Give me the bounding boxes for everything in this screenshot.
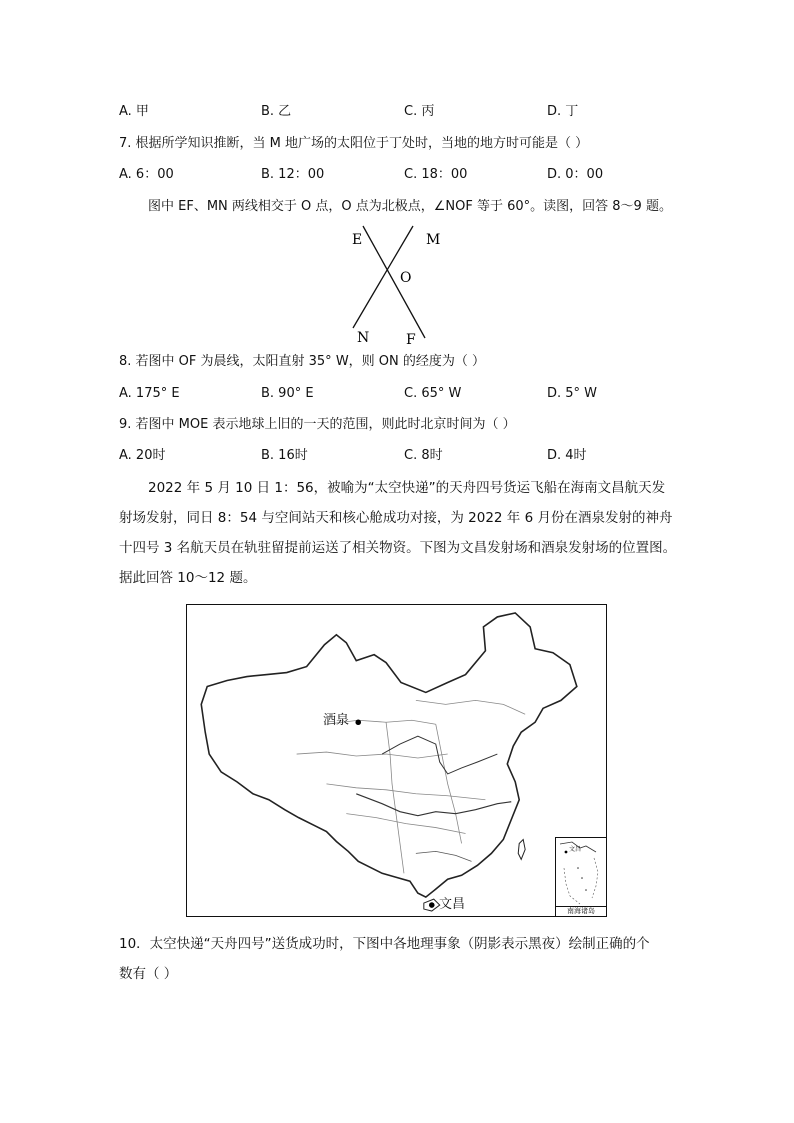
q8-option-c: C. 65° W [404,386,462,401]
intro-10-12-line3: 十四号 3 名航天员在轨驻留提前运送了相关物资。下图为文昌发射场和酒泉发射场的位置图。 [119,540,677,556]
inset-label: 南海诸岛 [556,906,606,915]
south-china-sea-inset [555,837,606,916]
label-n: N [357,330,370,346]
jiuquan-dot [355,719,361,725]
intro-10-12-line4: 据此回答 10～12 题。 [119,570,257,586]
intro-10-12-line1: 2022 年 5 月 10 日 1：56，被喻为“太空快递”的天舟四号货运飞船在海南文昌航天发 [148,480,666,496]
city-jiuquan-label: 酒泉 [323,713,350,728]
question-9: 9. 若图中 MOE 表示地球上旧的一天的范围，则此时北京时间为（ ） [119,417,516,432]
label-m: M [426,232,440,248]
wenchang-dot [429,902,435,908]
q8-option-d: D. 5° W [547,386,598,401]
china-map [186,604,607,917]
q6-option-c: C. 丙 [404,104,435,119]
intro-10-12-line2: 射场发射，同日 8：54 与空间站天和核心舱成功对接，为 2022 年 6 月份在酒泉发射的神舟 [119,510,673,526]
q7-option-b: B. 12：00 [261,167,325,182]
q8-option-b: B. 90° E [261,386,314,401]
line-diagram [340,222,440,348]
label-o: O [400,270,412,286]
q6-option-a: A. 甲 [119,104,149,119]
label-f: F [406,332,416,348]
inset-city-label: 文昌 [569,846,582,853]
question-10-line2: 数有（ ） [119,966,178,982]
question-7: 7. 根据所学知识推断，当 M 地广场的太阳位于丁处时，当地的地方时可能是（ ） [119,136,589,151]
q8-option-a: A. 175° E [119,386,180,401]
q9-option-a: A. 20时 [119,448,166,463]
city-wenchang-label: 文昌 [439,897,466,912]
line-ef [363,226,425,338]
intro-8-9: 图中 EF、MN 两线相交于 O 点，O 点为北极点，∠NOF 等于 60°。读图，回答 8～9 题。 [148,199,672,214]
q7-option-d: D. 0：00 [547,167,604,182]
q9-option-d: D. 4时 [547,448,587,463]
label-e: E [352,232,363,248]
q7-option-c: C. 18：00 [404,167,468,182]
question-8: 8. 若图中 OF 为晨线，太阳直射 35° W，则 ON 的经度为（ ） [119,354,486,369]
q9-option-b: B. 16时 [261,448,308,463]
q9-option-c: C. 8时 [404,448,443,463]
question-10-line1: 10．太空快递“天舟四号”送货成功时，下图中各地理事象（阴影表示黑夜）绘制正确的个 [119,936,650,952]
q6-option-b: B. 乙 [261,104,292,119]
china-outline [187,605,606,916]
q6-option-d: D. 丁 [547,104,579,119]
q7-option-a: A. 6：00 [119,167,174,182]
